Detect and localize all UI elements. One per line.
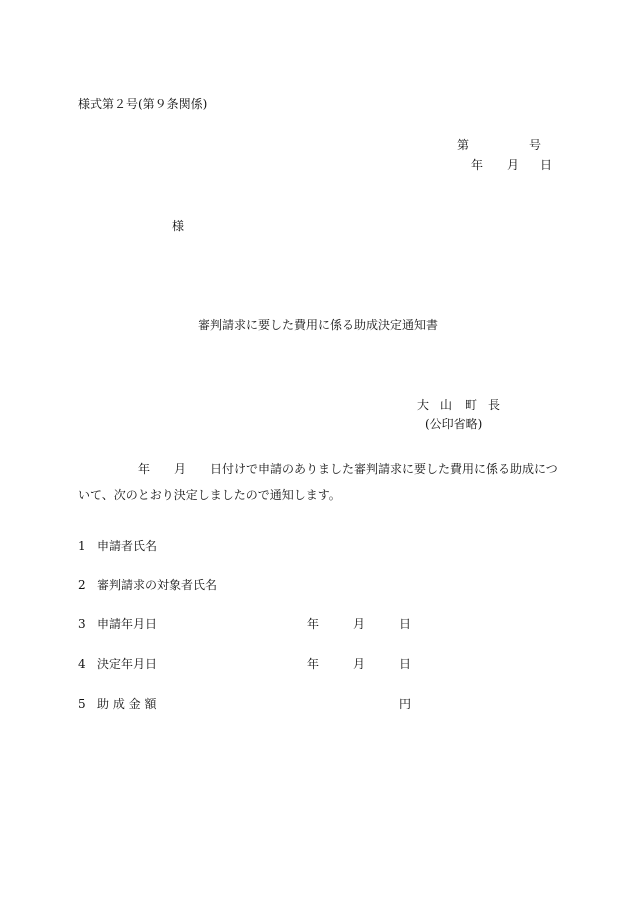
item-label: 助 成 金 額: [97, 697, 157, 711]
item-label: 申請年月日: [97, 617, 158, 631]
body-year: 年: [138, 462, 151, 476]
body-text: 日付けで申請のありました審判請求に要した費用に係る助成について、次のとおり決定しましたので通知します。: [78, 462, 558, 502]
item-month: 月: [353, 657, 366, 671]
addressee-sama: 様: [172, 219, 185, 233]
seal-note: (公印省略): [425, 417, 483, 431]
item-number: 2: [78, 578, 86, 592]
issue-date-day: 日: [540, 158, 553, 172]
item-month: 月: [353, 617, 366, 631]
item-number: 4: [78, 657, 86, 671]
item-unit: 円: [399, 697, 412, 711]
item-label: 決定年月日: [97, 657, 158, 671]
document-title: 審判請求に要した費用に係る助成決定通知書: [198, 318, 439, 332]
item-label: 申請者氏名: [97, 539, 158, 553]
issuer-char-3: 町: [465, 398, 478, 412]
doc-number-go: 号: [529, 138, 542, 152]
issuer-char-4: 長: [488, 398, 501, 412]
item-day: 日: [399, 617, 412, 631]
item-number: 3: [78, 617, 86, 631]
item-number: 5: [78, 697, 86, 711]
form-label: 様式第２号(第９条関係): [78, 97, 208, 111]
issue-date-month: 月: [507, 158, 520, 172]
item-day: 日: [399, 657, 412, 671]
item-number: 1: [78, 539, 86, 553]
doc-number-dai: 第: [457, 138, 470, 152]
item-label: 審判請求の対象者氏名: [97, 578, 218, 592]
item-year: 年: [307, 617, 320, 631]
body-month: 月: [174, 462, 187, 476]
issuer-char-1: 大: [417, 398, 430, 412]
issuer-char-2: 山: [440, 398, 453, 412]
issue-date-year: 年: [471, 158, 484, 172]
body-paragraph: [78, 456, 568, 508]
item-year: 年: [307, 657, 320, 671]
